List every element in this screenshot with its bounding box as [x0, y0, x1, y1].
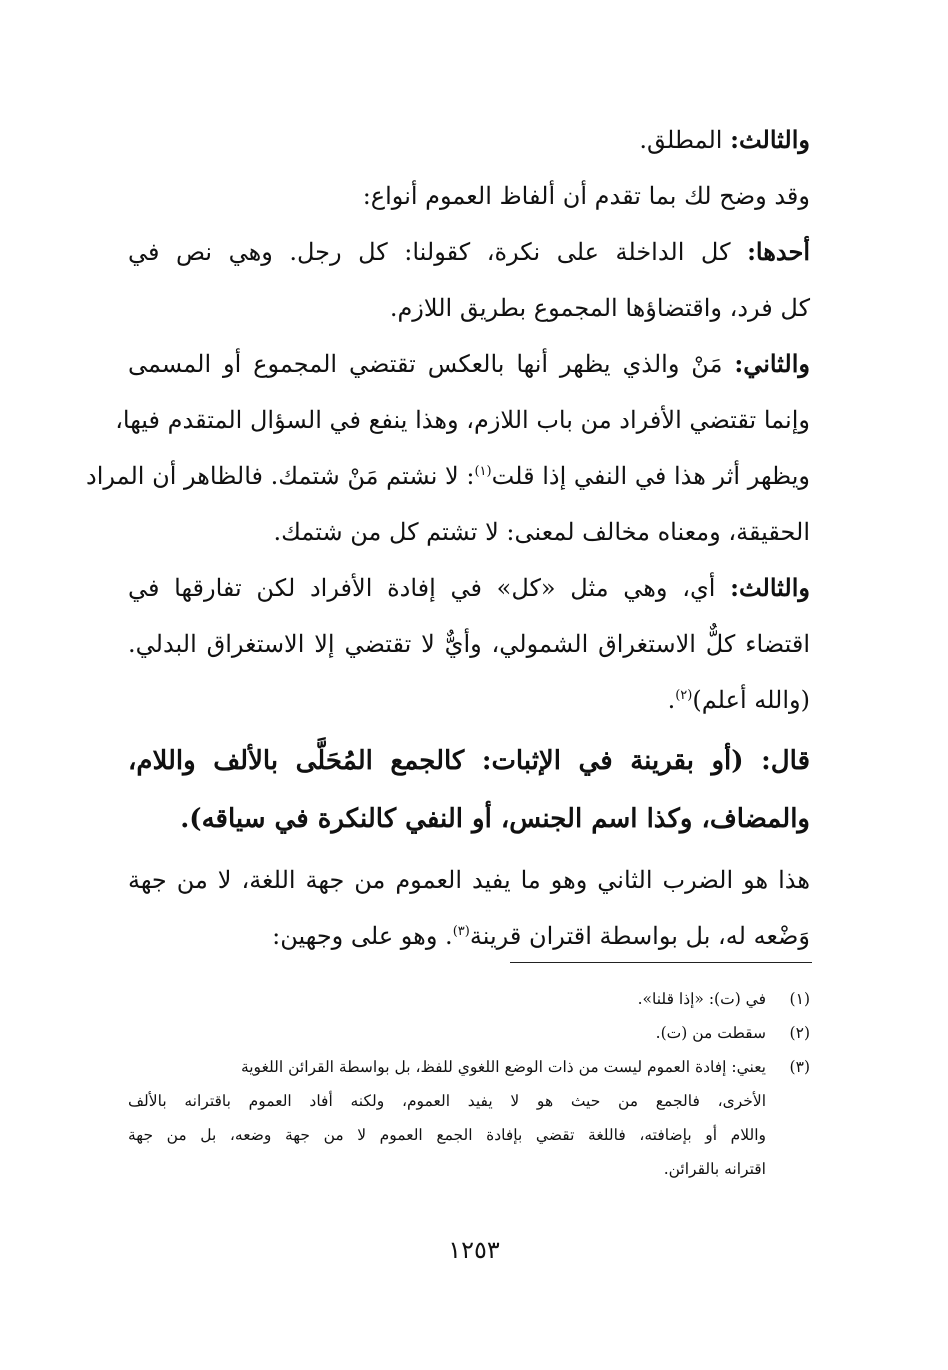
- text-line: والمضاف، وكذا اسم الجنس، أو النفي كالنكرة في سياقه).: [180, 804, 810, 834]
- footnote-divider: [510, 962, 812, 963]
- text-line: والثاني: مَنْ والذي يظهر أنها بالعكس تقتضي المجموع أو المسمى: [128, 349, 810, 378]
- text-line: والثالث: أي، وهي مثل «كل» في إفادة الأفراد لكن تفارقها في: [128, 573, 810, 602]
- text-line: اقتضاء كلٌّ الاستغراق الشمولي، وأيٌّ لا تقتضي إلا الاستغراق البدلي.: [128, 630, 810, 658]
- footnote-ref[interactable]: (١): [474, 464, 492, 479]
- text-line: ويظهر أثر هذا في النفي إذا قلت$^{(١)}$: لا نشتم مَنْ شتمك. فالظاهر أن المراد: [86, 462, 810, 490]
- text-line: وإنما تقتضي الأفراد من باب اللازم، وهذا ينفع في السؤال المتقدم فيها،: [115, 406, 810, 434]
- text-line: والثالث: المطلق.: [639, 125, 810, 154]
- text-line: الحقيقة، ومعناه مخالف لمعنى: لا تشتم كل من شتمك.: [273, 518, 810, 546]
- footnotes: [128, 982, 810, 1186]
- text-line: هذا هو الضرب الثاني وهو ما يفيد العموم من جهة اللغة، لا من جهة: [128, 866, 810, 894]
- main-text: [86, 112, 810, 964]
- footnote-line: واللام أو بإضافته، فاللغة تقضي بإفادة الجمع العموم لا من جهة وضعه، بل من جهة: [128, 1126, 766, 1144]
- footnote-line: الأخرى، فالجمع من حيث هو لا يفيد العموم، ولكنه أفاد العموم باقترانه بالألف: [128, 1092, 766, 1110]
- footnote: (٢)سقطت من (ت).: [655, 1024, 810, 1042]
- text-line: (والله أعلم)$^{(٢)}$.: [667, 686, 810, 714]
- footnote-line: اقترانه بالقرائن.: [663, 1160, 766, 1178]
- text-line: قال: (أو بقرينة في الإثبات: كالجمع المُحَلَّى بالألف واللام،: [128, 746, 810, 776]
- text-line: وقد وضح لك بما تقدم أن ألفاظ العموم أنواع:: [362, 182, 810, 210]
- footnote: (١)في (ت): «إذا قلنا».: [637, 990, 810, 1008]
- page-number: ١٢٥٣: [448, 1236, 500, 1264]
- quoted-text: [128, 732, 810, 848]
- footnote-ref[interactable]: (٢): [675, 688, 693, 703]
- footnote: (٣)يعني: إفادة العموم ليست من ذات الوضع اللغوي للفظ، بل بواسطة القرائن اللغوية: [240, 1058, 810, 1076]
- footnote-ref[interactable]: (٣): [452, 924, 470, 939]
- text-line: وَضْعه له، بل بواسطة اقتران قرينة$^{(٣)}$. وهو على وجهين:: [272, 922, 810, 950]
- text-line: كل فرد، واقتضاؤها المجموع بطريق اللازم.: [389, 294, 810, 322]
- text-line: أحدها: كل الداخلة على نكرة، كقولنا: كل رجل. وهي نص في: [128, 237, 810, 266]
